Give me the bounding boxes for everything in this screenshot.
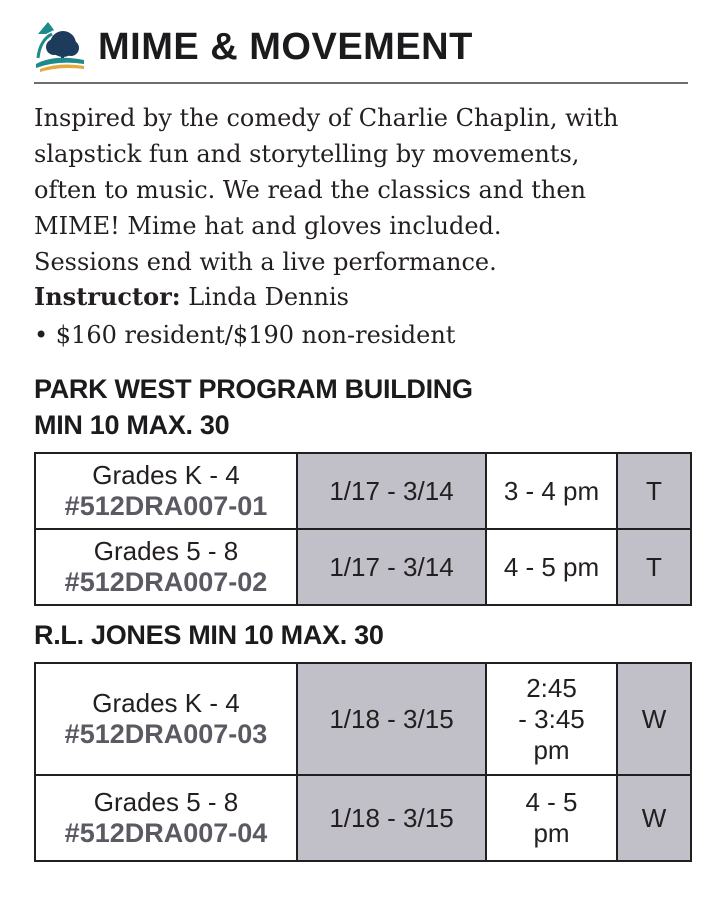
instructor-name: Linda Dennis: [188, 283, 349, 311]
time-line: 2:45: [526, 672, 577, 703]
description-line: often to music. We read the classics and then: [34, 176, 586, 204]
class-cell: [35, 453, 297, 529]
time-cell: 3 - 4 pm: [486, 453, 617, 529]
time-line: pm: [533, 818, 570, 848]
class-code: #512DRA007-02: [64, 567, 268, 597]
instructor-line: [34, 280, 349, 314]
class-code: #512DRA007-04: [64, 818, 268, 848]
section-header: [34, 18, 688, 84]
schedule-table-park-west: [34, 452, 692, 606]
dates-cell: 1/17 - 3/14: [297, 453, 486, 529]
location-heading: PARK WEST PROGRAM BUILDING: [34, 374, 473, 404]
table-row: [35, 775, 691, 861]
table-row: [35, 663, 691, 775]
dates-cell: 1/18 - 3/15: [297, 663, 486, 775]
table-row: [35, 453, 691, 529]
day-cell: W: [617, 775, 691, 861]
class-code: #512DRA007-01: [64, 491, 268, 521]
section-title: MIME & MOVEMENT: [98, 26, 473, 68]
description-line: Inspired by the comedy of Charlie Chaplin, with: [34, 104, 619, 132]
instructor-label: Instructor:: [34, 282, 181, 311]
grade-range: Grades 5 - 8: [93, 536, 239, 566]
description-line: Sessions end with a live performance.: [34, 248, 497, 276]
grade-range: Grades 5 - 8: [93, 787, 239, 817]
location-capacity: MIN 10 MAX. 30: [34, 410, 230, 440]
grade-range: Grades K - 4: [92, 688, 240, 718]
time-line: 4 - 5: [525, 787, 578, 817]
day-cell: T: [617, 529, 691, 605]
class-cell: [35, 775, 297, 861]
dates-cell: 1/18 - 3/15: [297, 775, 486, 861]
day-cell: W: [617, 663, 691, 775]
location-heading: R.L. JONES MIN 10 MAX. 30: [34, 620, 384, 650]
description-line: MIME! Mime hat and gloves included.: [34, 212, 502, 240]
time-line: - 3:45: [518, 703, 585, 734]
class-cell: [35, 663, 297, 775]
time-line: pm: [533, 734, 570, 765]
class-code: #512DRA007-03: [64, 719, 268, 749]
time-cell: 4 - 5 pm: [486, 529, 617, 605]
dates-cell: 1/17 - 3/14: [297, 529, 486, 605]
park-district-logo-icon: [34, 20, 86, 72]
schedule-table-rl-jones: [34, 662, 692, 862]
program-description: [34, 100, 684, 280]
time-cell: [486, 663, 617, 775]
class-cell: [35, 529, 297, 605]
description-line: slapstick fun and storytelling by movements,: [34, 140, 580, 168]
price-line: • $160 resident/$190 non-resident: [34, 321, 456, 349]
day-cell: T: [617, 453, 691, 529]
title-divider: [34, 82, 688, 84]
time-cell: [486, 775, 617, 861]
table-row: [35, 529, 691, 605]
grade-range: Grades K - 4: [92, 460, 240, 490]
